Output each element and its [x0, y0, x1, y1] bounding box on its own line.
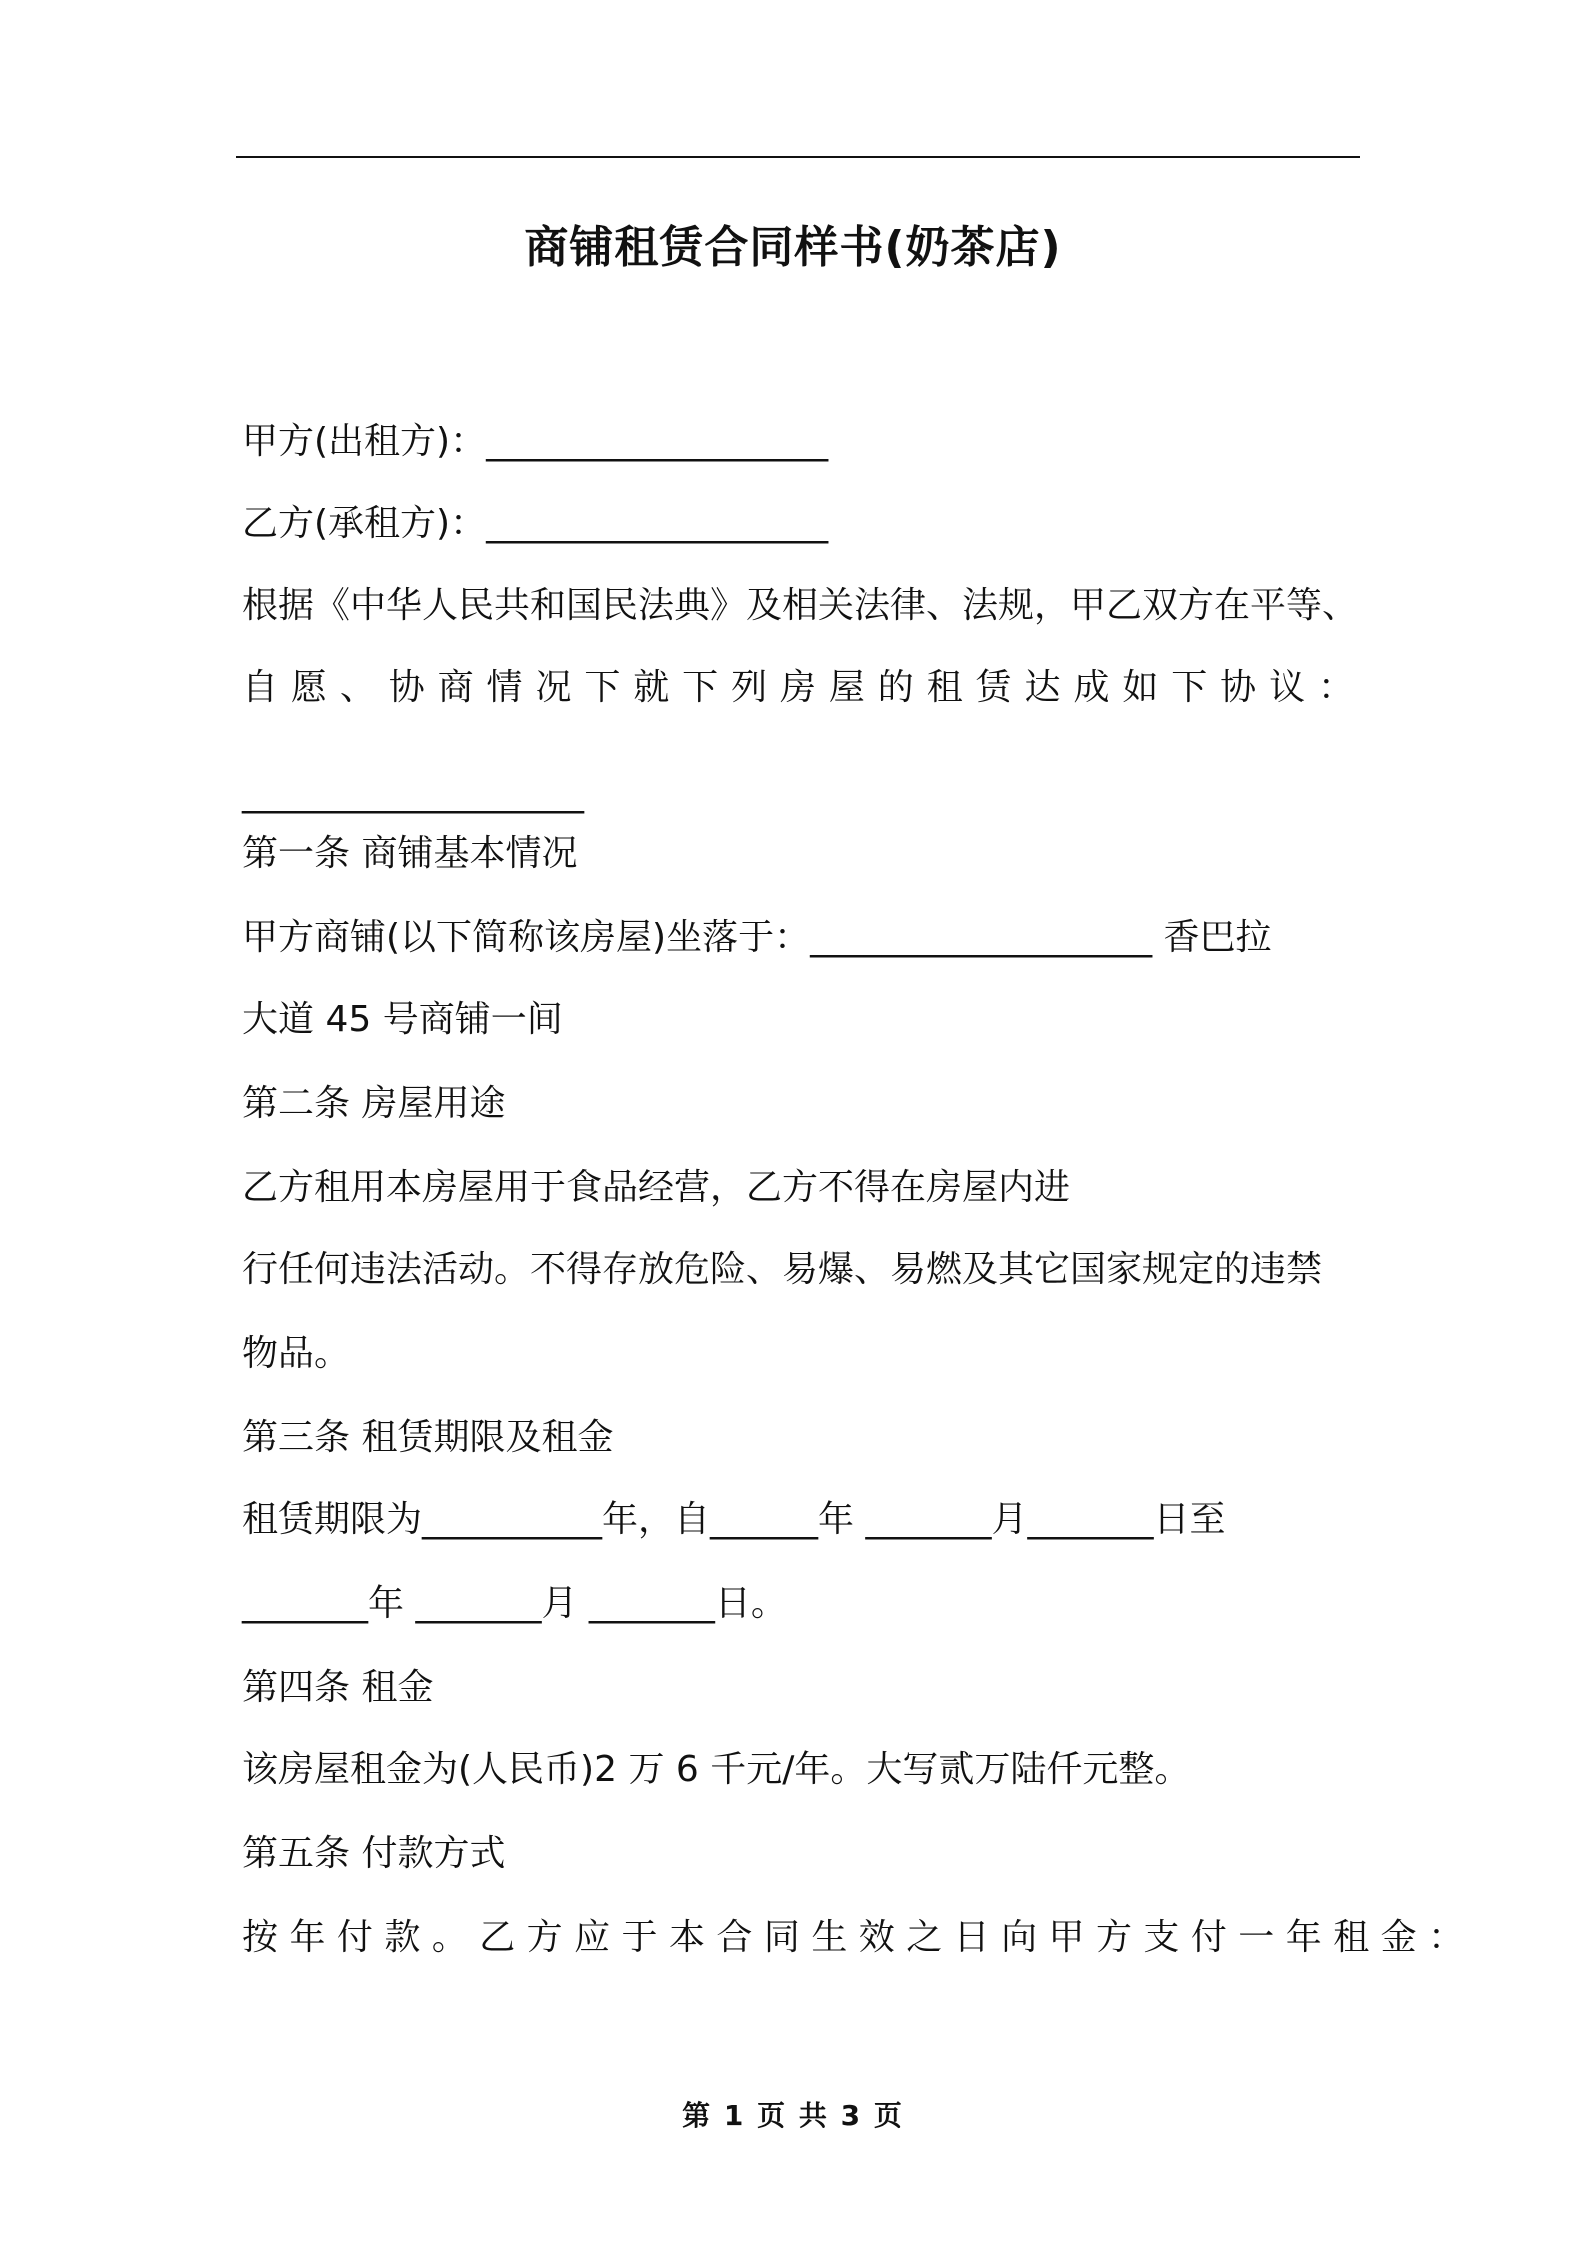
party-b-line: 乙方(承租方)：___________________	[242, 503, 829, 544]
article-3-heading: 第三条 租赁期限及租金	[242, 1417, 614, 1458]
document-title: 商铺租赁合同样书(奶茶店)	[524, 222, 1062, 273]
article-3-line-2: _______年 _______月 _______日。	[242, 1583, 787, 1624]
article-3-line-1: 租赁期限为__________年，自______年 _______月_______日至	[242, 1499, 1226, 1540]
article-1-line-1: 甲方商铺(以下简称该房屋)坐落于：___________________ 香巴拉	[242, 917, 1272, 958]
article-1-line-2: 大道 45 号商铺一间	[242, 999, 563, 1040]
article-4-line-1: 该房屋租金为(人民币)2 万 6 千元/年。大写贰万陆仟元整。	[242, 1749, 1191, 1790]
article-2-heading: 第二条 房屋用途	[242, 1083, 506, 1124]
intro-line-2: 自 愿 、 协 商 情 况 下 就 下 列 房 屋 的 租 赁 达 成 如 下 协 议 ：	[242, 667, 1354, 708]
intro-line-1: 根据《中华人民共和国民法典》及相关法律、法规，甲乙双方在平等、	[242, 585, 1359, 626]
intro-blank-line: ___________________	[242, 773, 584, 814]
article-1-heading: 第一条 商铺基本情况	[242, 833, 578, 874]
article-5-heading: 第五条 付款方式	[242, 1833, 506, 1874]
page-number-footer: 第 1 页 共 3 页	[682, 2099, 904, 2132]
article-2-line-3: 物品。	[242, 1333, 351, 1374]
article-2-line-1: 乙方租用本房屋用于食品经营，乙方不得在房屋内进	[242, 1167, 1071, 1208]
header-rule	[236, 156, 1360, 158]
article-2-line-2: 行任何违法活动。不得存放危险、易爆、易燃及其它国家规定的违禁	[242, 1249, 1323, 1290]
article-5-line-1: 按 年 付 款 。 乙 方 应 于 本 合 同 生 效 之 日 向 甲 方 支 付 一 年 租 金 ：	[242, 1917, 1465, 1958]
party-a-line: 甲方(出租方)：___________________	[242, 421, 829, 462]
article-4-heading: 第四条 租金	[242, 1667, 434, 1708]
